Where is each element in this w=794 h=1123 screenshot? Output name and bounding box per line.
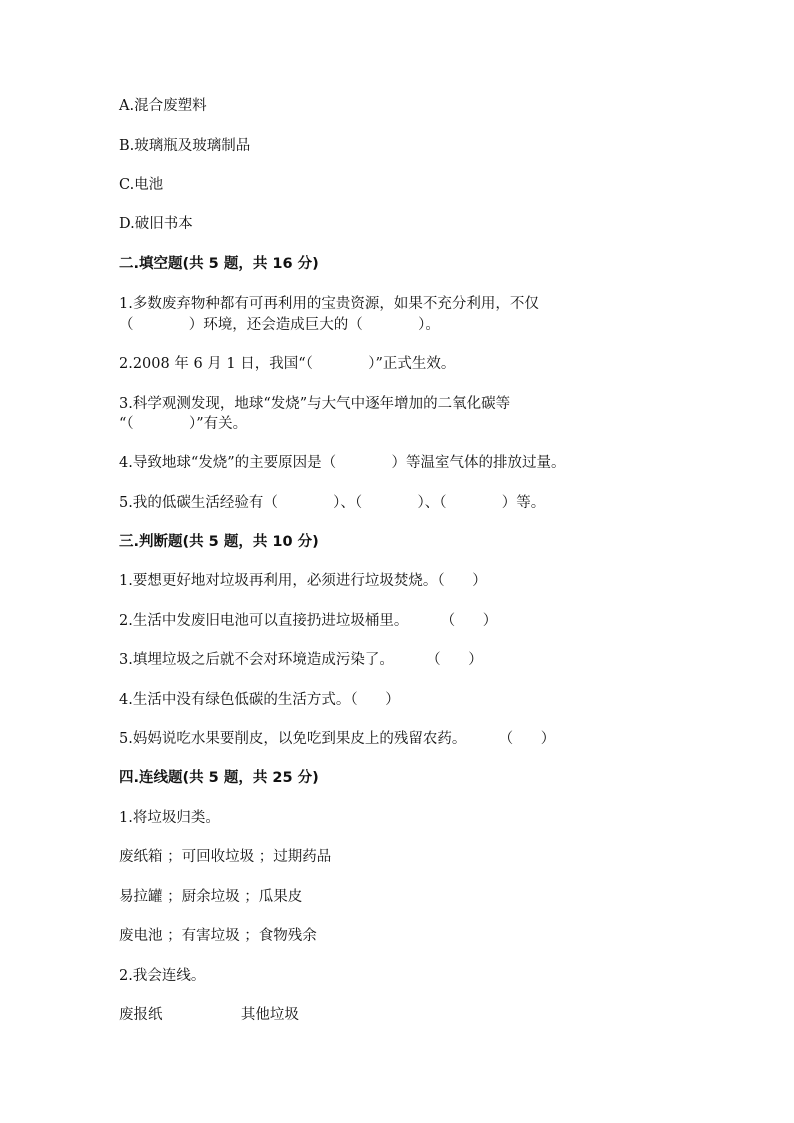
judge-q5: 5.妈妈说吃水果要削皮，以免吃到果皮上的残留农药。 （ ）: [119, 731, 556, 747]
matching-q2-row-1: 废报纸 其他垃圾: [119, 1007, 299, 1023]
fill-q4: 4.导致地球“发烧”的主要原因是（ ）等温室气体的排放过量。: [119, 455, 566, 471]
judge-heading: 三.判断题(共 5 题，共 10 分): [119, 534, 319, 550]
choice-c: C.电池: [119, 177, 164, 193]
fill-q3-line1: 3.科学观测发现，地球“发烧”与大气中逐年增加的二氧化碳等: [119, 396, 511, 412]
fill-q1-line1: 1.多数废弃物种都有可再利用的宝贵资源，如果不充分利用，不仅: [119, 296, 539, 312]
matching-row-2: 易拉罐 ；厨余垃圾 ；瓜果皮: [119, 889, 303, 905]
choice-b: B.玻璃瓶及玻璃制品: [119, 138, 251, 154]
fill-blank-heading: 二.填空题(共 5 题，共 16 分): [119, 256, 319, 272]
fill-q5: 5.我的低碳生活经验有（ ）、（ ）、（ ）等。: [119, 495, 546, 511]
matching-q2-title: 2.我会连线。: [119, 968, 206, 984]
fill-q2: 2.2008 年 6 月 1 日，我国“（ ）”正式生效。: [119, 356, 456, 372]
matching-row-3: 废电池 ；有害垃圾 ；食物残余: [119, 928, 317, 944]
judge-q2: 2.生活中发废旧电池可以直接扔进垃圾桶里。 （ ）: [119, 613, 498, 629]
judge-q1: 1.要想更好地对垃圾再利用，必须进行垃圾焚烧。（ ）: [119, 573, 487, 589]
fill-q3-line2: “（ ）”有关。: [119, 416, 248, 432]
judge-q4: 4.生活中没有绿色低碳的生活方式。（ ）: [119, 692, 400, 708]
matching-heading: 四.连线题(共 5 题，共 25 分): [119, 770, 319, 786]
matching-q1-title: 1.将垃圾归类。: [119, 810, 220, 826]
choice-a: A.混合废塑料: [119, 98, 207, 114]
fill-q1-line2: （ ）环境，还会造成巨大的（ ）。: [119, 317, 440, 333]
matching-row-1: 废纸箱 ；可回收垃圾 ；过期药品: [119, 849, 332, 865]
judge-q3: 3.填埋垃圾之后就不会对环境造成污染了。 （ ）: [119, 652, 483, 668]
choice-d: D.破旧书本: [119, 216, 193, 232]
